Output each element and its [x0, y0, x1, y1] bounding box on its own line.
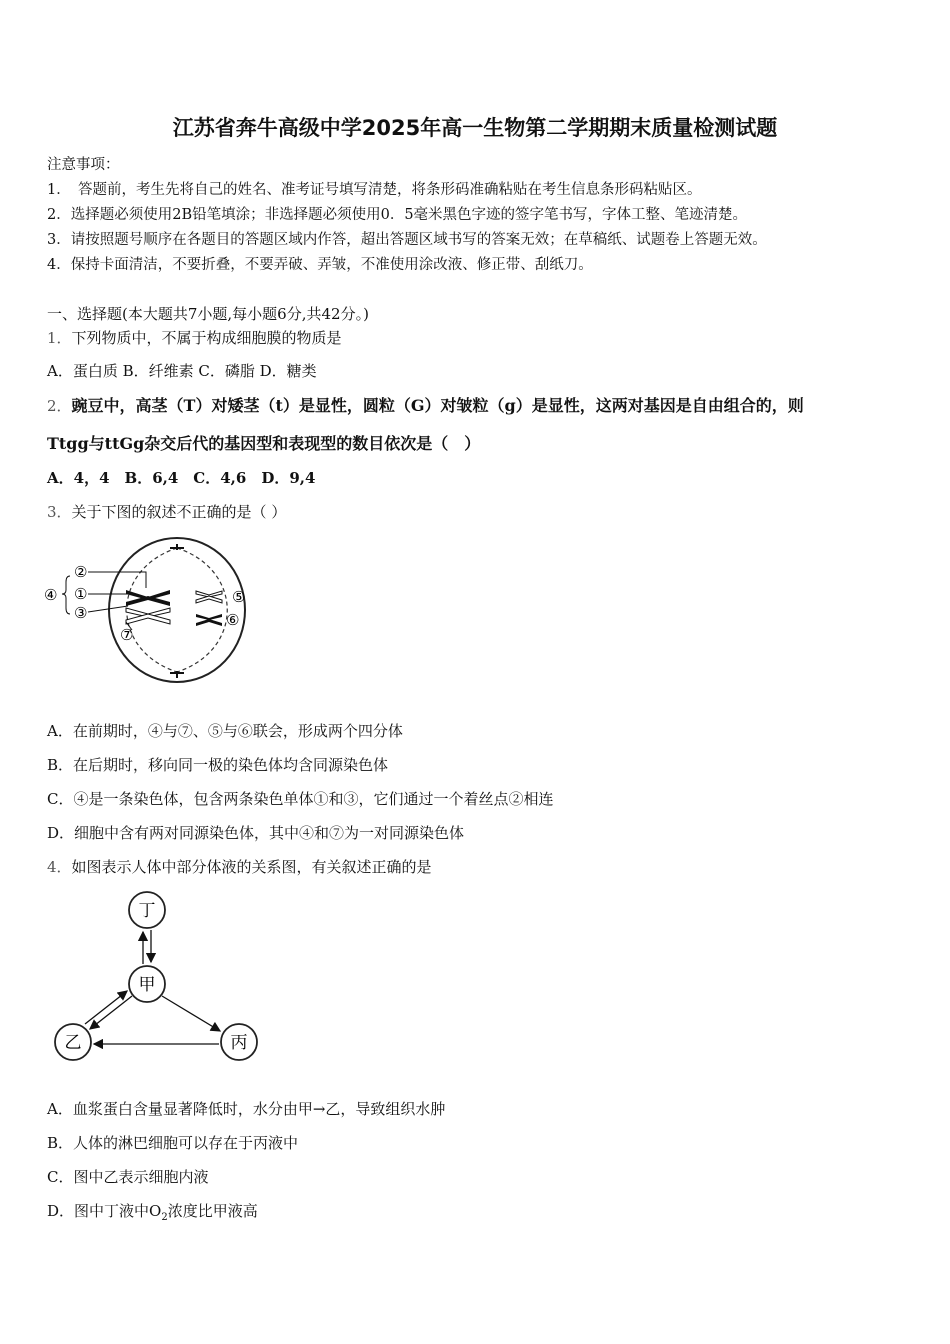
label-6: ⑥ [226, 611, 240, 629]
question-4-option-d-pre: D．图中丁液中O [47, 1202, 162, 1220]
question-4-option-b: B．人体的淋巴细胞可以存在于丙液中 [47, 1134, 299, 1152]
question-3-stem: 关于下图的叙述不正确的是（ ） [71, 503, 287, 521]
question-4-option-a: A．血浆蛋白含量显著降低时，水分由甲→乙，导致组织水肿 [47, 1100, 446, 1118]
question-3-number: 3． [47, 503, 72, 521]
question-2-options: A．4，4 B．6,4 C．4,6 D．9,4 [47, 469, 316, 487]
question-4-number: 4． [47, 858, 72, 876]
note-item-3: 3．请按照题号顺序在各题目的答题区域内作答，超出答题区域书写的答案无效；在草稿纸、试题卷上答题无效。 [47, 232, 767, 248]
arrow-jia-to-bing [162, 996, 220, 1031]
label-4: ④ [44, 586, 58, 604]
pointer-3 [88, 606, 128, 612]
label-7: ⑦ [120, 626, 134, 644]
question-4-option-d-post: 浓度比甲液高 [167, 1202, 258, 1220]
question-3-option-d: D．细胞中含有两对同源染色体，其中④和⑦为一对同源染色体 [47, 824, 465, 842]
note-item-4: 4．保持卡面清洁，不要折叠，不要弄破、弄皱，不准使用涂改液、修正带、刮纸刀。 [47, 257, 593, 273]
question-2-stem-line1: 豌豆中，高茎（T）对矮茎（t）是显性，圆粒（G）对皱粒（g）是显性，这两对基因是自由组合的，则 [71, 396, 804, 415]
question-3-option-c: C．④是一条染色体，包含两条染色单体①和③，它们通过一个着丝点②相连 [47, 790, 554, 808]
question-4 [47, 856, 432, 877]
note-item-1: 1． 答题前，考生先将自己的姓名、准考证号填写清楚，将条形码准确粘贴在考生信息条形码粘贴区。 [47, 182, 702, 198]
arrow-yi-jia [85, 991, 127, 1024]
centriole-bottom [170, 671, 184, 678]
question-4-stem: 如图表示人体中部分体液的关系图，有关叙述正确的是 [71, 858, 432, 876]
question-1-stem: 下列物质中，不属于构成细胞膜的物质是 [71, 329, 342, 347]
centriole-top [170, 544, 184, 550]
chromosome-5 [196, 591, 222, 603]
note-item-2: 2．选择题必须使用2B铅笔填涂；非选择题必须使用0．5毫米黑色字迹的签字笔书写，字体工整、笔迹清楚。 [47, 207, 748, 223]
page-title: 江苏省奔牛高级中学2025年高一生物第二学期期末质量检测试题 [172, 116, 778, 140]
node-bing-label: 丙 [230, 1033, 248, 1053]
question-3 [47, 501, 286, 522]
question-2-stem-line2: Ttgg与ttGg杂交后代的基因型和表现型的数目依次是（ ） [47, 434, 481, 453]
question-1 [47, 327, 342, 348]
body-fluid-diagram [44, 885, 270, 1065]
arrow-jia-yi-1 [90, 996, 132, 1029]
spindle-right [177, 548, 227, 672]
label-5: ⑤ [232, 588, 246, 606]
brace-4 [62, 576, 70, 614]
notes-heading: 注意事项： [47, 157, 120, 173]
question-4-option-d-sub: 2 [161, 1212, 168, 1223]
cell-division-diagram [40, 530, 270, 690]
question-2-number: 2． [47, 397, 72, 415]
label-1: ① [74, 585, 88, 603]
node-jia-label: 甲 [138, 975, 156, 995]
node-yi-label: 乙 [64, 1033, 82, 1053]
question-3-option-a: A．在前期时，④与⑦、⑤与⑥联会，形成两个四分体 [47, 722, 403, 740]
label-2: ② [74, 563, 88, 581]
label-3: ③ [74, 604, 88, 622]
chromosome-6 [196, 614, 222, 626]
question-3-option-b: B．在后期时，移向同一极的染色体均含同源染色体 [47, 756, 389, 774]
question-2 [47, 393, 804, 416]
question-4-option-c: C．图中乙表示细胞内液 [47, 1168, 209, 1186]
question-1-options: A．蛋白质 B．纤维素 C．磷脂 D．糖类 [47, 362, 317, 380]
question-1-number: 1． [47, 329, 72, 347]
chromosome-7 [126, 608, 170, 624]
section-heading: 一、选择题(本大题共7小题,每小题6分,共42分。) [47, 305, 369, 323]
question-4-option-d [47, 1200, 258, 1223]
chromosome-4 [126, 590, 170, 606]
node-ding-label: 丁 [138, 901, 156, 921]
